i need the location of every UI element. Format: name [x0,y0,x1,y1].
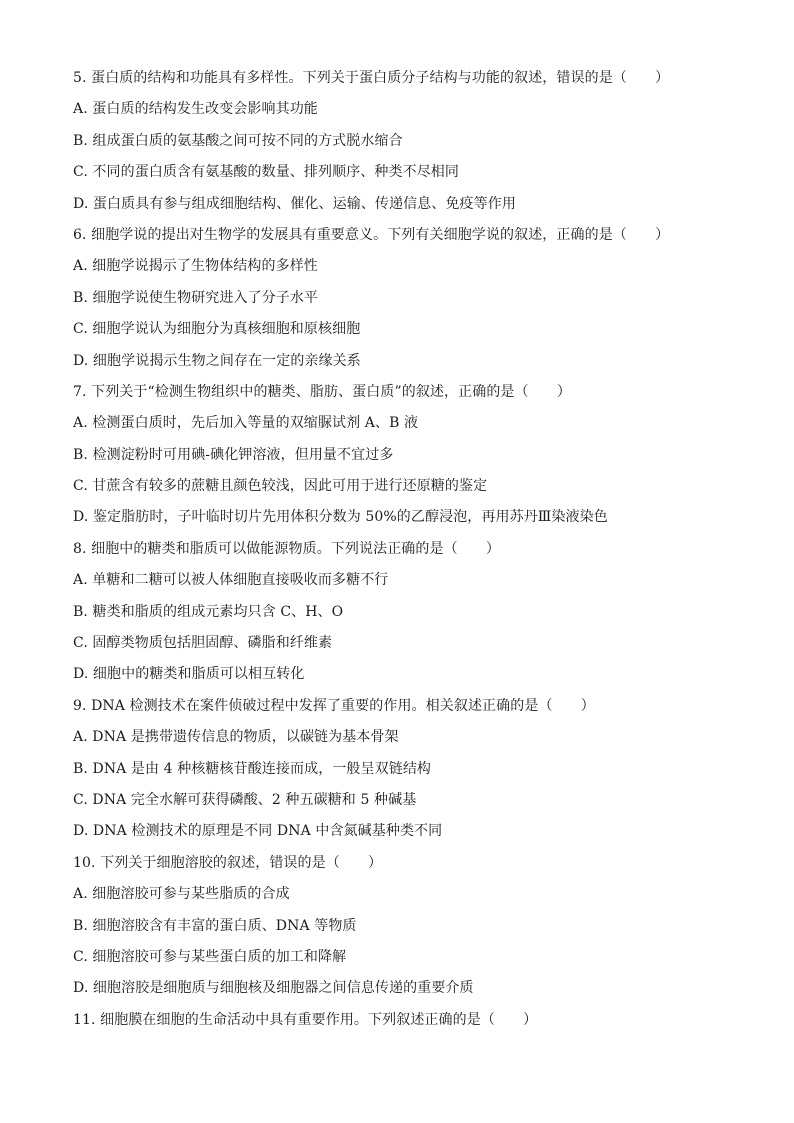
question-7-option-a: A. 检测蛋白质时，先后加入等量的双缩脲试剂 A、B 液 [73,415,419,432]
question-10-option-d: D. 细胞溶胶是细胞质与细胞核及细胞器之间信息传递的重要介质 [73,980,474,997]
question-6-option-b: B. 细胞学说使生物研究进入了分子水平 [73,289,319,306]
question-8-stem: 8. 细胞中的糖类和脂质可以做能源物质。下列说法正确的是（ ） [73,540,501,557]
question-9-stem: 9. DNA 检测技术在案件侦破过程中发挥了重要的作用。相关叙述正确的是（ ） [73,697,595,714]
question-8-option-a: A. 单糖和二糖可以被人体细胞直接吸收而多糖不行 [73,572,389,589]
question-8-option-b: B. 糖类和脂质的组成元素均只含 C、H、O [73,603,344,620]
question-5-option-a: A. 蛋白质的结构发生改变会影响其功能 [73,101,318,118]
question-9-option-a: A. DNA 是携带遗传信息的物质，以碳链为基本骨架 [73,729,399,746]
question-5-option-d: D. 蛋白质具有参与组成细胞结构、催化、运输、传递信息、免疫等作用 [73,195,516,212]
question-7-stem: 7. 下列关于“检测生物组织中的糖类、脂肪、蛋白质”的叙述，正确的是（ ） [73,383,571,400]
question-8-option-c: C. 固醇类物质包括胆固醇、磷脂和纤维素 [73,635,333,652]
question-10-option-a: A. 细胞溶胶可参与某些脂质的合成 [73,886,290,903]
question-9-option-d: D. DNA 检测技术的原理是不同 DNA 中含氮碱基种类不同 [73,823,443,840]
question-10-stem: 10. 下列关于细胞溶胶的叙述，错误的是（ ） [73,854,383,871]
question-10-option-c: C. 细胞溶胶可参与某些蛋白质的加工和降解 [73,948,347,965]
question-7-option-b: B. 检测淀粉时可用碘-碘化钾溶液，但用量不宜过多 [73,446,394,463]
question-7-option-d: D. 鉴定脂肪时，子叶临时切片先用体积分数为 50%的乙醇浸泡，再用苏丹Ⅲ染液染色 [73,509,608,526]
question-5-stem: 5. 蛋白质的结构和功能具有多样性。下列关于蛋白质分子结构与功能的叙述，错误的是（ ） [73,70,670,86]
question-5-option-c: C. 不同的蛋白质含有氨基酸的数量、排列顺序、种类不尽相同 [73,164,460,181]
question-6-option-d: D. 细胞学说揭示生物之间存在一定的亲缘关系 [73,352,361,369]
question-6-option-a: A. 细胞学说揭示了生物体结构的多样性 [73,258,318,275]
question-9-option-b: B. DNA 是由 4 种核糖核苷酸连接而成，一般呈双链结构 [73,760,432,777]
question-10-option-b: B. 细胞溶胶含有丰富的蛋白质、DNA 等物质 [73,917,357,934]
question-11-stem: 11. 细胞膜在细胞的生命活动中具有重要作用。下列叙述正确的是（ ） [73,1011,538,1028]
question-9-option-c: C. DNA 完全水解可获得磷酸、2 种五碳糖和 5 种碱基 [73,791,417,808]
question-7-option-c: C. 甘蔗含有较多的蔗糖且颜色较浅，因此可用于进行还原糖的鉴定 [73,478,488,495]
question-6-stem: 6. 细胞学说的提出对生物学的发展具有重要意义。下列有关细胞学说的叙述，正确的是（ ） [73,226,670,243]
question-8-option-d: D. 细胞中的糖类和脂质可以相互转化 [73,666,305,683]
question-6-option-c: C. 细胞学说认为细胞分为真核细胞和原核细胞 [73,321,361,338]
question-5-option-b: B. 组成蛋白质的氨基酸之间可按不同的方式脱水缩合 [73,132,403,149]
